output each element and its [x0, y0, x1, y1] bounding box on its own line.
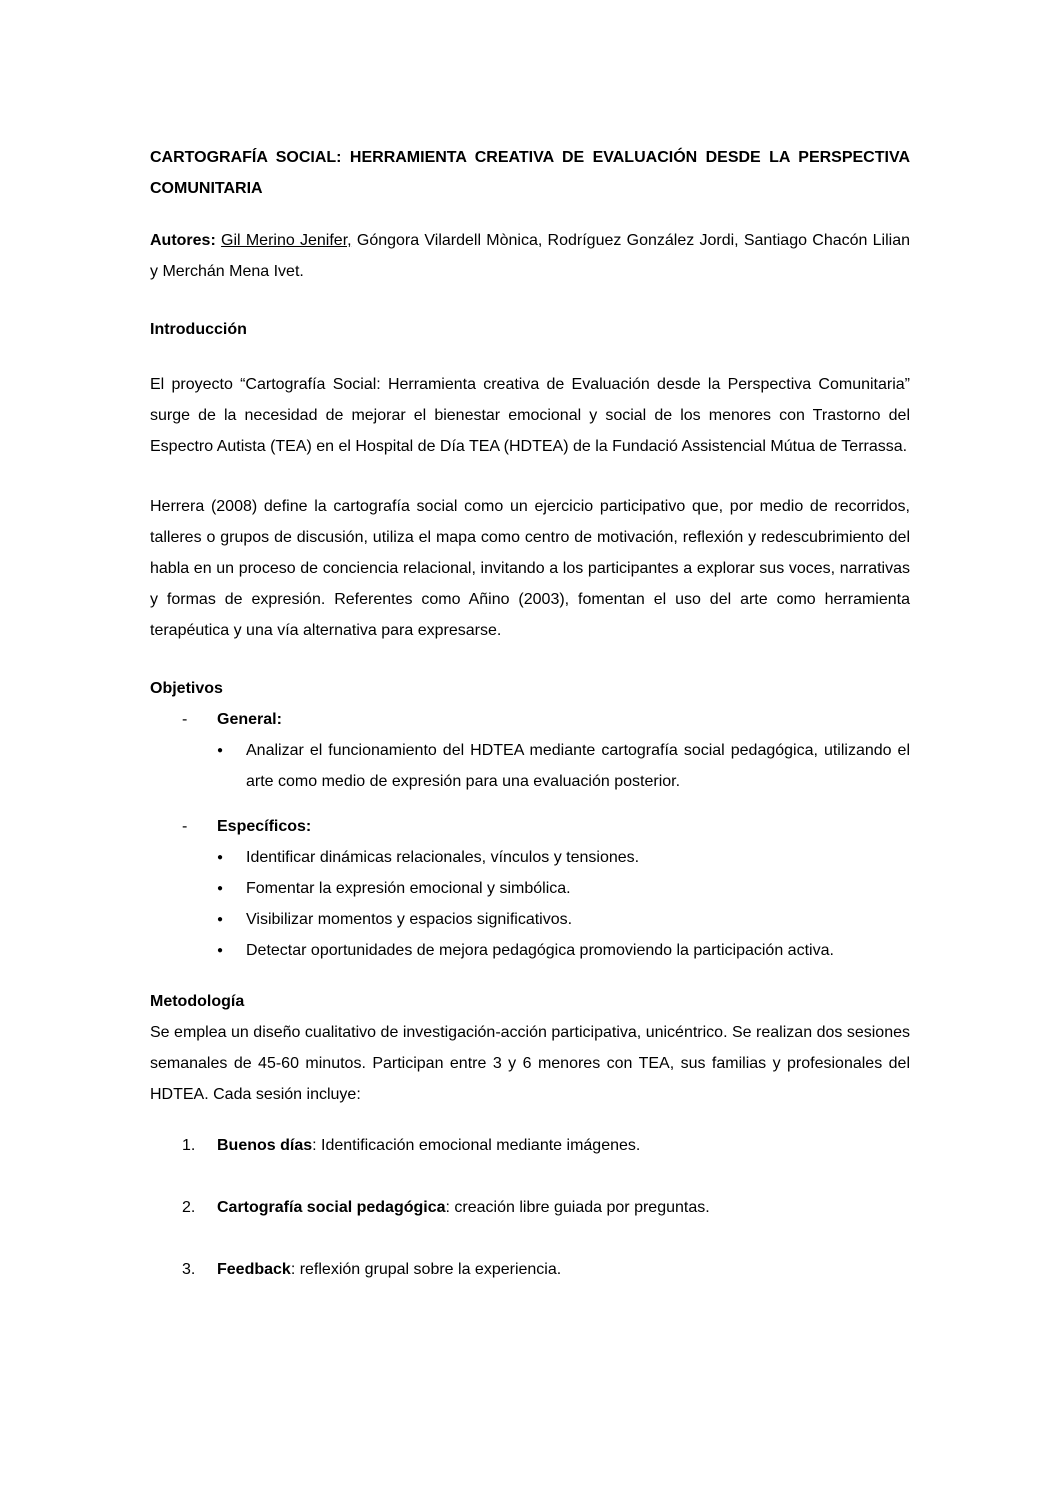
step-number: 3. — [182, 1261, 196, 1278]
paragraph-metodologia: Se emplea un diseño cualitativo de investigación-acción participativa, unicéntrico. Se realizan dos sesiones semanales de 45-60 minutos. Participan entre 3 y 6 menores con TEA, sus familias y profesionales del HDTEA. Cada sesión incluye: — [150, 1024, 910, 1103]
especifico-text: Visibilizar momentos y espacios significativos. — [246, 911, 573, 928]
step-text — [217, 1192, 910, 1223]
disc-bullet: ● — [217, 745, 224, 756]
especificos-list — [150, 842, 910, 966]
heading-introduccion: Introducción — [150, 321, 247, 338]
step-description: : creación libre guiada por preguntas. — [445, 1199, 710, 1216]
step-description: : reflexión grupal sobre la experiencia. — [290, 1261, 562, 1278]
list-item-especifico — [150, 873, 910, 904]
disc-bullet: ● — [217, 883, 224, 894]
dash-bullet: - — [182, 711, 188, 728]
list-item-especifico — [150, 935, 910, 966]
step-term: Cartografía social pedagógica — [217, 1199, 446, 1216]
list-item-general-objective — [150, 735, 910, 797]
dash-bullet: - — [182, 818, 188, 835]
disc-bullet: ● — [217, 852, 224, 863]
author-name-underlined: Gil Merino Jenifer, — [221, 232, 352, 249]
step-description: : Identificación emocional mediante imágenes. — [312, 1137, 641, 1154]
step-term: Feedback — [217, 1261, 291, 1278]
numbered-step — [150, 1130, 910, 1161]
step-text — [217, 1130, 910, 1161]
list-item-especificos-label — [150, 811, 910, 842]
step-text — [217, 1254, 910, 1285]
list-item-especifico — [150, 904, 910, 935]
document-title: CARTOGRAFÍA SOCIAL: HERRAMIENTA CREATIVA DE EVALUACIÓN DESDE LA PERSPECTIVA COMUNITARIA — [150, 149, 910, 197]
general-objective-text: Analizar el funcionamiento del HDTEA mediante cartografía social pedagógica, utilizando el arte como medio de expresión para una evaluación posterior. — [246, 742, 910, 790]
list-item-general-label — [150, 704, 910, 735]
numbered-step — [150, 1192, 910, 1223]
paragraph-proyecto: El proyecto “Cartografía Social: Herramienta creativa de Evaluación desde la Perspectiva Comunitaria” surge de la necesidad de mejorar el bienestar emocional y social de los menores con Trastorno del Espectro Autista (TEA) en el Hospital de Día TEA (HDTEA) de la Fundació Assistencial Mútua de Terrassa. — [150, 376, 910, 455]
step-number: 2. — [182, 1199, 196, 1216]
especifico-text: Identificar dinámicas relacionales, vínculos y tensiones. — [246, 849, 640, 866]
especifico-text: Fomentar la expresión emocional y simbólica. — [246, 880, 571, 897]
step-number: 1. — [182, 1137, 196, 1154]
numbered-step — [150, 1254, 910, 1285]
heading-objetivos: Objetivos — [150, 680, 223, 697]
paragraph-herrera: Herrera (2008) define la cartografía social como un ejercicio participativo que, por medio de recorridos, talleres o grupos de discusión, utiliza el mapa como centro de motivación, reflexión y redescubrimiento del habla en un proceso de conciencia relacional, invitando a los participantes a explorar sus voces, narrativas y formas de expresión. Referentes como Añino (2003), fomentan el uso del arte como herramienta terapéutica y una vía alternativa para expresarse. — [150, 498, 910, 639]
especifico-text: Detectar oportunidades de mejora pedagógica promoviendo la participación activa. — [246, 942, 834, 959]
disc-bullet: ● — [217, 914, 224, 925]
general-label: General: — [217, 711, 282, 728]
authors-line — [150, 225, 910, 287]
disc-bullet: ● — [217, 945, 224, 956]
authors-rest: Góngora Vilardell Mònica, Rodríguez González Jordi, Santiago Chacón Lilian y Merchán Mena Ivet. — [150, 232, 911, 280]
heading-metodologia: Metodología — [150, 993, 245, 1010]
especificos-label: Específicos: — [217, 818, 312, 835]
authors-label: Autores: — [150, 232, 216, 249]
list-item-especifico — [150, 842, 910, 873]
step-term: Buenos días — [217, 1137, 313, 1154]
